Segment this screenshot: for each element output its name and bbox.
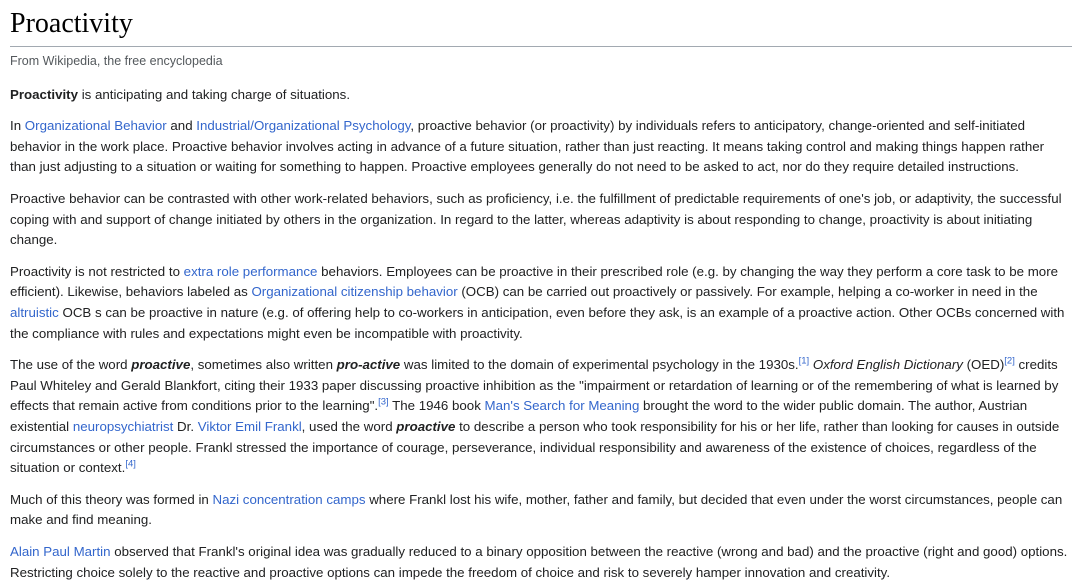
lead-term: Proactivity (10, 87, 78, 102)
title-oed: Oxford English Dictionary (813, 357, 963, 372)
term-proactive-2: proactive (396, 419, 455, 434)
link-viktor-emil-frankl[interactable]: Viktor Emil Frankl (198, 419, 302, 434)
link-industrial-organizational-psychology[interactable]: Industrial/Organizational Psychology (196, 118, 410, 133)
link-neuropsychiatrist[interactable]: neuropsychiatrist (73, 419, 174, 434)
text-fragment: brought the word to the wider public domain. The author, Austrian existential (10, 398, 1027, 434)
link-mans-search-for-meaning[interactable]: Man's Search for Meaning (485, 398, 640, 413)
paragraph-extra-role (10, 262, 1072, 344)
link-extra-role-performance[interactable]: extra role performance (184, 264, 318, 279)
link-altruistic[interactable]: altruistic (10, 305, 59, 320)
term-pro-active: pro-active (337, 357, 401, 372)
text-fragment: (OCB) can be carried out proactively or passively. For example, helping a co-worker in need in the (458, 284, 1038, 299)
paragraph-theory-origin (10, 490, 1072, 531)
text-fragment: Dr. (173, 419, 197, 434)
lead-rest: is anticipating and taking charge of situations. (78, 87, 350, 102)
paragraph-critique (10, 542, 1072, 583)
text-fragment: , used the word (302, 419, 397, 434)
text-fragment: (OED) (963, 357, 1004, 372)
text-fragment: The use of the word (10, 357, 131, 372)
term-proactive: proactive (131, 357, 190, 372)
link-organizational-behavior[interactable]: Organizational Behavior (25, 118, 167, 133)
text-fragment: In (10, 118, 25, 133)
page-title: Proactivity (10, 6, 1072, 47)
paragraph-etymology (10, 355, 1072, 479)
text-fragment: Proactivity is not restricted to (10, 264, 184, 279)
text-fragment: behaviors. Employees can be proactive in their prescribed role (e.g. by changing the way they perform a core task to be more efficient). Likewise, behaviors labeled as (10, 264, 1058, 300)
link-organizational-citizenship-behavior[interactable]: Organizational citizenship behavior (251, 284, 457, 299)
paragraph-contrast (10, 189, 1072, 251)
citation-ref-2[interactable]: [2] (1004, 356, 1015, 367)
text-fragment: to describe a person who took responsibility for his or her life, rather than looking for causes in outside circumstances or other people. Frankl stressed the importance of courage, perseverance, individual responsibility and awareness of the existence of choices, regardless of the situation or context. (10, 419, 1059, 475)
link-alain-paul-martin[interactable]: Alain Paul Martin (10, 544, 111, 559)
text-fragment: The 1946 book (389, 398, 485, 413)
citation-ref-1[interactable]: [1] (799, 356, 810, 367)
text-fragment: where Frankl lost his wife, mother, father and family, but decided that even under the worst circumstances, people can make and find meaning. (10, 492, 1062, 528)
text-fragment: and (167, 118, 197, 133)
paragraph-lead (10, 85, 1072, 106)
text-fragment: observed that Frankl's original idea was gradually reduced to a binary opposition between the reactive (wrong and bad) and the proactive (right and good) options. Restricting choice solely to the reactive and proactive options can impede the freedom of choice and risk to severely hamper innovation and creativity. (10, 544, 1067, 580)
article-body (10, 85, 1072, 583)
text-fragment: OCB s can be proactive in nature (e.g. of offering help to co-workers in anticipation, even before they ask, is an example of a proactive action. Other OCBs concerned with the compliance with rules and expectations might even be incompatible with proactivity. (10, 305, 1064, 341)
citation-ref-3[interactable]: [3] (378, 397, 389, 408)
text-fragment: Proactive behavior can be contrasted with other work-related behaviors, such as proficiency, i.e. the fulfillment of predictable requirements of one's job, or adaptivity, the successful coping with and support of change initiated by others in the organization. In regard to the latter, whereas adaptivity is about responding to change, proactivity is about initiating change. (10, 191, 1062, 247)
text-fragment: credits Paul Whiteley and Gerald Blankfort, citing their 1933 paper discussing proactive inhibition as the "impairment or retardation of learning or of the remembering of what is learned by effects that remain active from conditions prior to the learning". (10, 357, 1058, 413)
text-fragment: Much of this theory was formed in (10, 492, 213, 507)
text-fragment: , sometimes also written (190, 357, 336, 372)
site-subtitle: From Wikipedia, the free encyclopedia (10, 53, 1072, 71)
article-page (0, 6, 1082, 583)
citation-ref-4[interactable]: [4] (125, 459, 136, 470)
text-fragment: , proactive behavior (or proactivity) by individuals refers to anticipatory, change-oriented and self-initiated behavior in the work place. Proactive behavior involves acting in advance of a future situation, rather than just reacting. It means taking control and making things happen rather than just adjusting to a situation or waiting for something to happen. Proactive employees generally do not need to be asked to act, nor do they require detailed instructions. (10, 118, 1044, 174)
paragraph-definition (10, 116, 1072, 178)
link-nazi-concentration-camps[interactable]: Nazi concentration camps (213, 492, 366, 507)
text-fragment: was limited to the domain of experimental psychology in the 1930s. (400, 357, 798, 372)
